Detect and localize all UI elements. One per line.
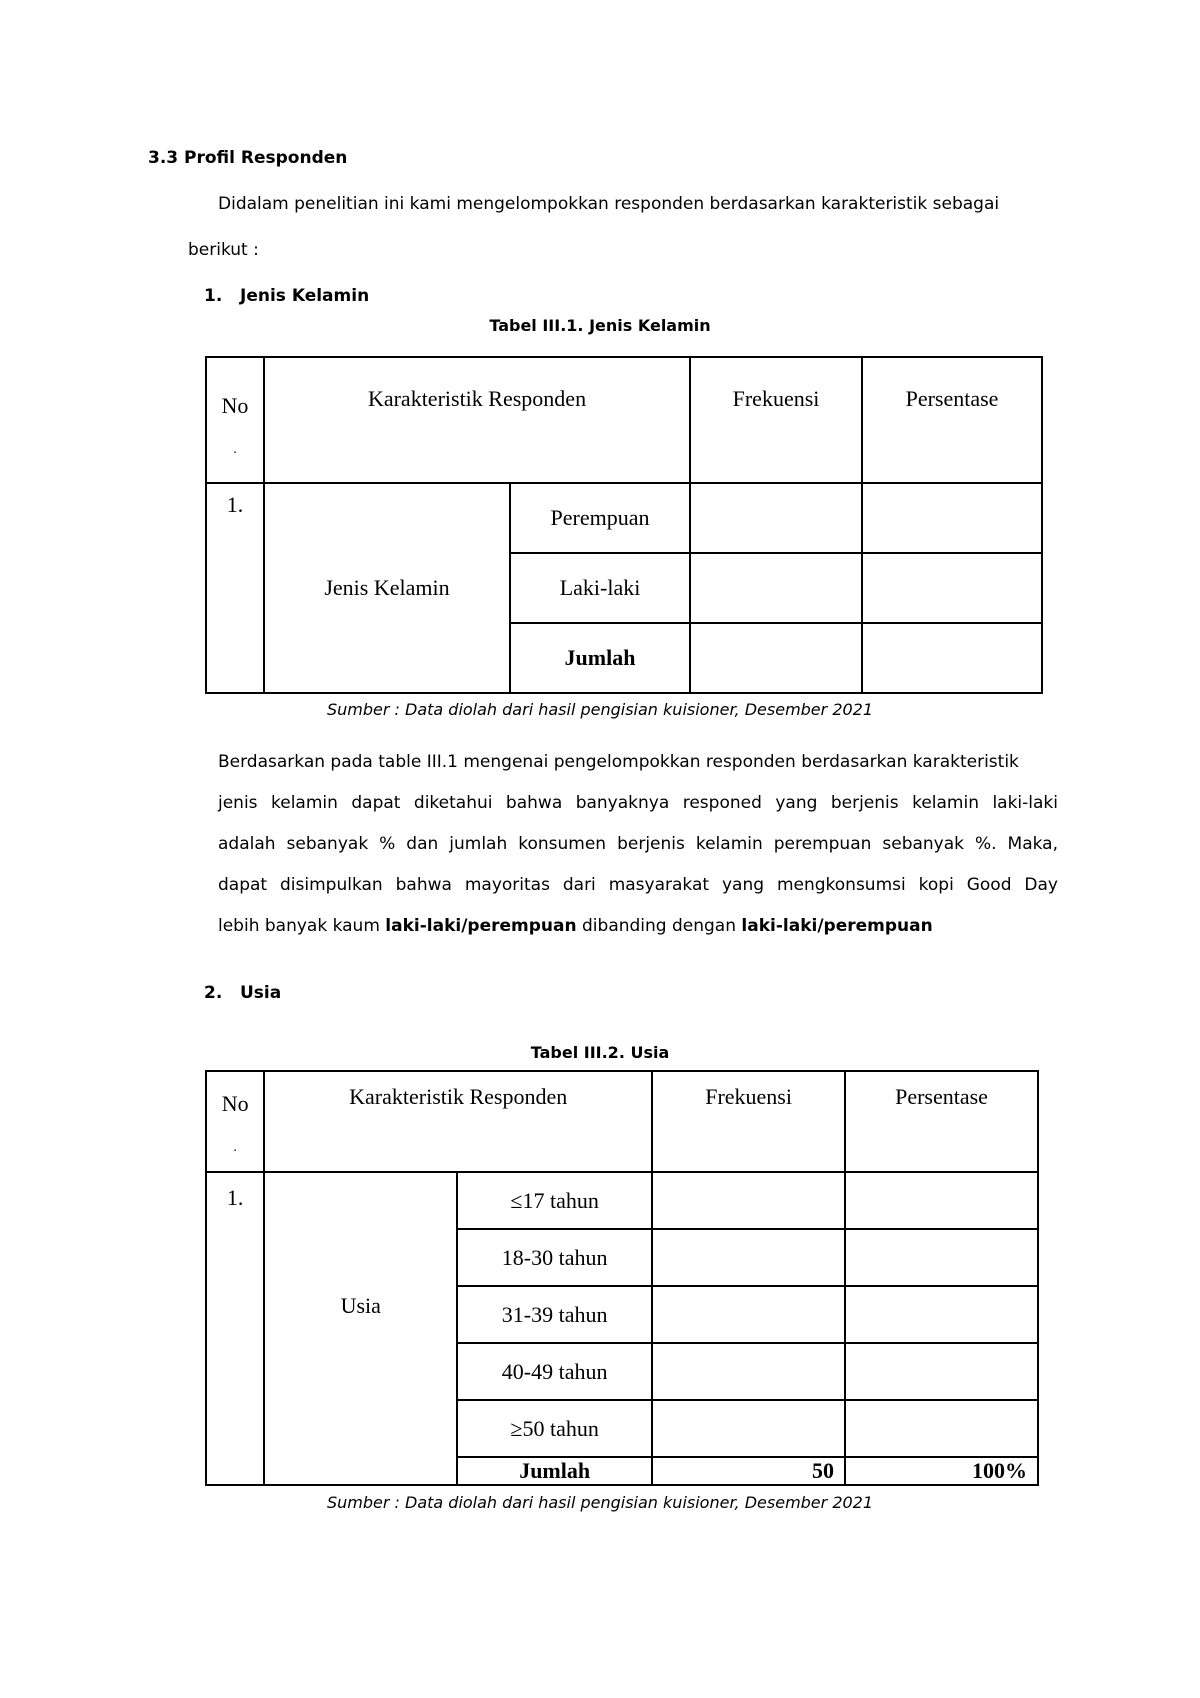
- analysis-paragraph: [218, 742, 1058, 947]
- table2-row-label: ≥50 tahun: [457, 1400, 652, 1457]
- section-heading: 3.3 Profil Responden: [148, 148, 348, 168]
- table2-row-frequency: [652, 1229, 845, 1286]
- table1-row-no: 1.: [206, 483, 264, 693]
- table1-header-row: [206, 357, 1042, 483]
- table2-row-frequency: [652, 1286, 845, 1343]
- table1-header-frequency: Frekuensi: [690, 357, 862, 483]
- table1-header-characteristic: Karakteristik Responden: [264, 357, 690, 483]
- table-row: [206, 1172, 1038, 1229]
- emphasis-text: laki-laki/perempuan: [741, 916, 933, 936]
- table1-row-label: Perempuan: [510, 483, 690, 553]
- table2-row-percentage: [845, 1343, 1038, 1400]
- item1-title: Jenis Kelamin: [240, 286, 370, 306]
- emphasis-text: laki-laki/perempuan: [385, 916, 577, 936]
- table1-header-no: No .: [206, 357, 264, 483]
- table-usia: [205, 1070, 1039, 1486]
- intro-paragraph-line2: berikut :: [188, 240, 259, 260]
- table1-row-percentage: [862, 553, 1042, 623]
- table2-row-percentage: [845, 1400, 1038, 1457]
- analysis-line: jenis kelamin dapat diketahui bahwa banyaknya responed yang berjenis kelamin laki-laki: [218, 793, 1058, 813]
- table2-row-label: 18-30 tahun: [457, 1229, 652, 1286]
- table-row: [206, 483, 1042, 553]
- table2-header-row: [206, 1071, 1038, 1172]
- table2-header-frequency: Frekuensi: [652, 1071, 845, 1172]
- table2-row-frequency: [652, 1343, 845, 1400]
- table2-total-frequency: 50: [652, 1457, 845, 1485]
- table1-total-percentage: [862, 623, 1042, 693]
- table2-header-characteristic: Karakteristik Responden: [264, 1071, 652, 1172]
- table2-group-label: Usia: [264, 1172, 457, 1485]
- table1-row-frequency: [690, 483, 862, 553]
- intro-paragraph-line1: Didalam penelitian ini kami mengelompokkan responden berdasarkan karakteristik sebagai: [218, 194, 1000, 214]
- table2-row-percentage: [845, 1229, 1038, 1286]
- analysis-line: dapat disimpulkan bahwa mayoritas dari masyarakat yang mengkonsumsi kopi Good Day: [218, 875, 1058, 895]
- table2-row-label: 31-39 tahun: [457, 1286, 652, 1343]
- table2-total-label: Jumlah: [457, 1457, 652, 1485]
- table2-row-no: 1.: [206, 1172, 264, 1485]
- table1-total-label: Jumlah: [510, 623, 690, 693]
- analysis-line: adalah sebanyak % dan jumlah konsumen berjenis kelamin perempuan sebanyak %. Maka,: [218, 834, 1058, 854]
- table1-row-label: Laki-laki: [510, 553, 690, 623]
- table1-row-percentage: [862, 483, 1042, 553]
- table2-row-percentage: [845, 1286, 1038, 1343]
- table2-row-frequency: [652, 1172, 845, 1229]
- table1-row-frequency: [690, 553, 862, 623]
- table2-header-percentage: Persentase: [845, 1071, 1038, 1172]
- table2-caption: Tabel III.2. Usia: [530, 1043, 670, 1062]
- table1-caption: Tabel III.1. Jenis Kelamin: [489, 316, 711, 335]
- table-jenis-kelamin: [205, 356, 1043, 694]
- table2-row-frequency: [652, 1400, 845, 1457]
- table1-source: Sumber : Data diolah dari hasil pengisian kuisioner, Desember 2021: [326, 700, 874, 719]
- table1-group-label: Jenis Kelamin: [264, 483, 510, 693]
- table1-header-percentage: Persentase: [862, 357, 1042, 483]
- table1-total-frequency: [690, 623, 862, 693]
- item1-number: 1.: [204, 286, 223, 306]
- item2-title: Usia: [240, 983, 282, 1003]
- table2-row-percentage: [845, 1172, 1038, 1229]
- table2-source: Sumber : Data diolah dari hasil pengisian kuisioner, Desember 2021: [326, 1493, 874, 1512]
- item2-number: 2.: [204, 983, 223, 1003]
- analysis-line: lebih banyak kaum laki-laki/perempuan dibanding dengan laki-laki/perempuan: [218, 916, 933, 936]
- table2-row-label: ≤17 tahun: [457, 1172, 652, 1229]
- table2-header-no: No .: [206, 1071, 264, 1172]
- analysis-line: Berdasarkan pada table III.1 mengenai pengelompokkan responden berdasarkan karakteristik: [218, 752, 1019, 772]
- table2-row-label: 40-49 tahun: [457, 1343, 652, 1400]
- table2-total-percentage: 100%: [845, 1457, 1038, 1485]
